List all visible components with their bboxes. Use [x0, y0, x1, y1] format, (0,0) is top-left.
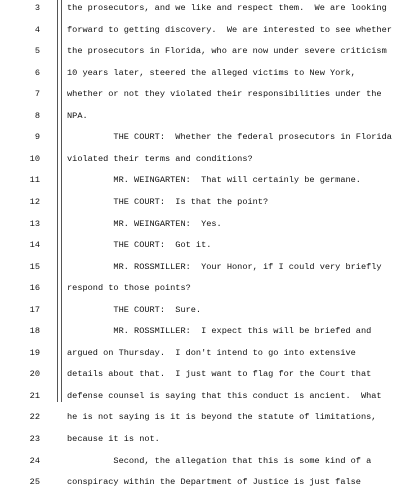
line-text: the prosecutors, and we like and respect them. We are looking	[67, 3, 387, 13]
line-text: violated their terms and conditions?	[67, 153, 253, 164]
line-number: 12	[29, 197, 40, 207]
line-number: 15	[29, 261, 40, 272]
line-number: 4	[34, 24, 40, 35]
transcript-line	[0, 430, 400, 448]
line-text: defense counsel is saying that this conduct is ancient. What	[67, 390, 382, 401]
line-number: 11	[29, 175, 40, 186]
line-text: MR. ROSSMILLER: Your Honor, if I could very briefly	[67, 261, 382, 272]
line-number: 20	[29, 369, 40, 380]
transcript-line	[0, 387, 400, 405]
transcript-line	[0, 42, 400, 60]
line-text: THE COURT: Sure.	[67, 304, 202, 315]
line-number: 6	[34, 67, 40, 78]
line-number: 7	[34, 89, 40, 100]
line-text: MR. ROSSMILLER: I expect this will be briefed and	[67, 326, 372, 337]
line-number: 13	[29, 218, 40, 229]
transcript-line	[0, 64, 400, 82]
line-number: 17	[29, 304, 40, 315]
line-text: MR. WEINGARTEN: Yes.	[67, 218, 222, 229]
transcript-line	[0, 279, 400, 297]
transcript-line	[0, 236, 400, 254]
line-text: THE COURT: Is that the point?	[67, 197, 269, 207]
transcript-line	[0, 128, 400, 146]
line-text: respond to those points?	[67, 283, 191, 294]
line-number: 25	[29, 477, 40, 488]
transcript-line	[0, 171, 400, 189]
line-number: 24	[29, 455, 40, 466]
line-number: 14	[29, 240, 40, 251]
line-number: 5	[34, 46, 40, 57]
line-number: 22	[29, 412, 40, 423]
line-number: 9	[34, 132, 40, 143]
transcript-line	[0, 408, 400, 426]
line-number: 3	[34, 3, 40, 13]
line-text: MR. WEINGARTEN: That will certainly be germane.	[67, 175, 361, 186]
line-text: details about that. I just want to flag for the Court that	[67, 369, 372, 380]
line-number: 18	[29, 326, 40, 337]
line-text: the prosecutors in Florida, who are now under severe criticism	[67, 46, 387, 57]
line-text: argued on Thursday. I don't intend to go into extensive	[67, 347, 356, 358]
line-number: 19	[29, 347, 40, 358]
line-text: THE COURT: Whether the federal prosecutors in Florida	[67, 132, 392, 143]
transcript-line	[0, 85, 400, 103]
transcript-line	[0, 473, 400, 491]
transcript-line	[0, 21, 400, 39]
line-text: conspiracy within the Department of Justice is just false	[67, 477, 361, 488]
line-text: whether or not they violated their responsibilities under the	[67, 89, 382, 100]
transcript-line	[0, 365, 400, 383]
transcript-line	[0, 301, 400, 319]
line-text: THE COURT: Got it.	[67, 240, 212, 251]
transcript-line	[0, 150, 400, 168]
transcript-line	[0, 193, 400, 211]
transcript-line	[0, 322, 400, 340]
transcript-line	[0, 0, 400, 17]
line-text: 10 years later, steered the alleged victims to New York,	[67, 67, 356, 78]
line-number: 16	[29, 283, 40, 294]
line-text: forward to getting discovery. We are interested to see whether	[67, 24, 392, 35]
line-text: he is not saying is it is beyond the statute of limitations,	[67, 412, 377, 423]
line-number: 10	[29, 153, 40, 164]
line-number: 21	[29, 390, 40, 401]
line-number: 8	[34, 110, 40, 121]
transcript-line	[0, 215, 400, 233]
transcript-line	[0, 258, 400, 276]
transcript-line	[0, 344, 400, 362]
line-text: NPA.	[67, 110, 88, 121]
line-text: Second, the allegation that this is some kind of a	[67, 455, 372, 466]
line-number: 23	[29, 434, 40, 444]
transcript-line	[0, 452, 400, 470]
transcript-line	[0, 107, 400, 125]
line-text: because it is not.	[67, 434, 160, 444]
